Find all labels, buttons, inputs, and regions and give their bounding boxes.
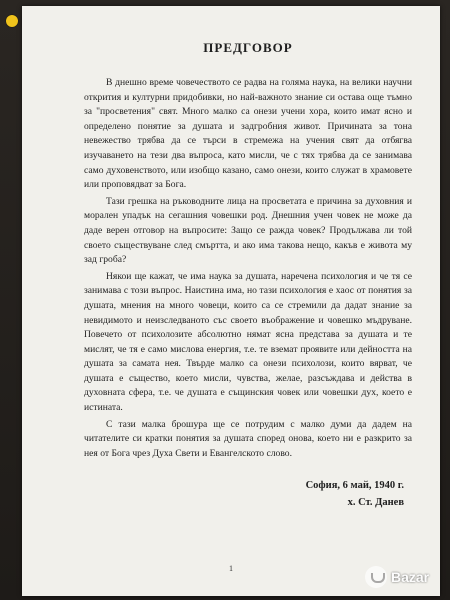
paragraph-2: Тази грешка на ръководните лица на просветата е причина за духовния и морален упадък на сегашния човешки род. Днешния учен човек не може да даде верен отговор на въпросите: Защо се ражда човек? Продължава ли той своето съществуване след смъртта, и ако има такова нещо, какъв е живота му зад гроба?	[84, 195, 412, 266]
page-title: ПРЕДГОВОР	[203, 40, 293, 55]
author-name: х. Ст. Данев	[347, 497, 404, 509]
watermark-logo-icon	[6, 15, 18, 27]
book-page	[22, 6, 440, 596]
page-number: 1	[229, 564, 233, 573]
paragraph-4: С тази малка брошура ще се потрудим с малко думи да дадем на читателите си кратки понятия за душата според онова, което ни е разкрито за нея от Бога чрез Духа Свети и Евангелското слово.	[84, 418, 412, 459]
watermark-bottom	[365, 562, 445, 592]
paragraph-1: В днешно време човечеството се радва на голяма наука, на велики научни открития и културни придобивки, но най-важното знание си остава още тъмно за "просветения" свят. Много малко са онези учени хора, които имат ясно и определено понятие за душата и задгробния живот. Причината за тона невежество трябва да се търси в стремежа на учения свят да отбягва изучаването на тези два въпроса, като мисли, че с тях трябва да се занимава само духовенството, или изобщо казано, само онези, които служат в храмовете или проповядват за Бога.	[84, 77, 412, 191]
signature-block	[84, 477, 412, 511]
bazar-logo-icon	[365, 566, 387, 588]
page-content	[84, 40, 412, 511]
place-date: София, 6 май, 1940 г.	[305, 480, 404, 492]
paragraph-3: Някои ще кажат, че има наука за душата, наречена психология и че тя се занимава с този въпрос. Наистина има, но тази психология е хаос от понятия за душата, мнения на много човеци, които са се стремили да дадат знание за невидимото и неизследваното със своето въображение и човешко мъдруване. Повечето от психолозите абсолютно нямат ясна представа за душата и те мислят, че тя е само мислова енергия, т.е. те вземат проявите или дейността на душата за самата нея. Твърде малко са онези психолози, които вярват, че душата е същество, което мисли, чувства, желае, разсъждава и действа в духовната сфера, т.е. че душата е същинския човек или човешки дух, което е истината.	[84, 270, 412, 414]
watermark-bottom-text: Bazar	[391, 569, 430, 585]
